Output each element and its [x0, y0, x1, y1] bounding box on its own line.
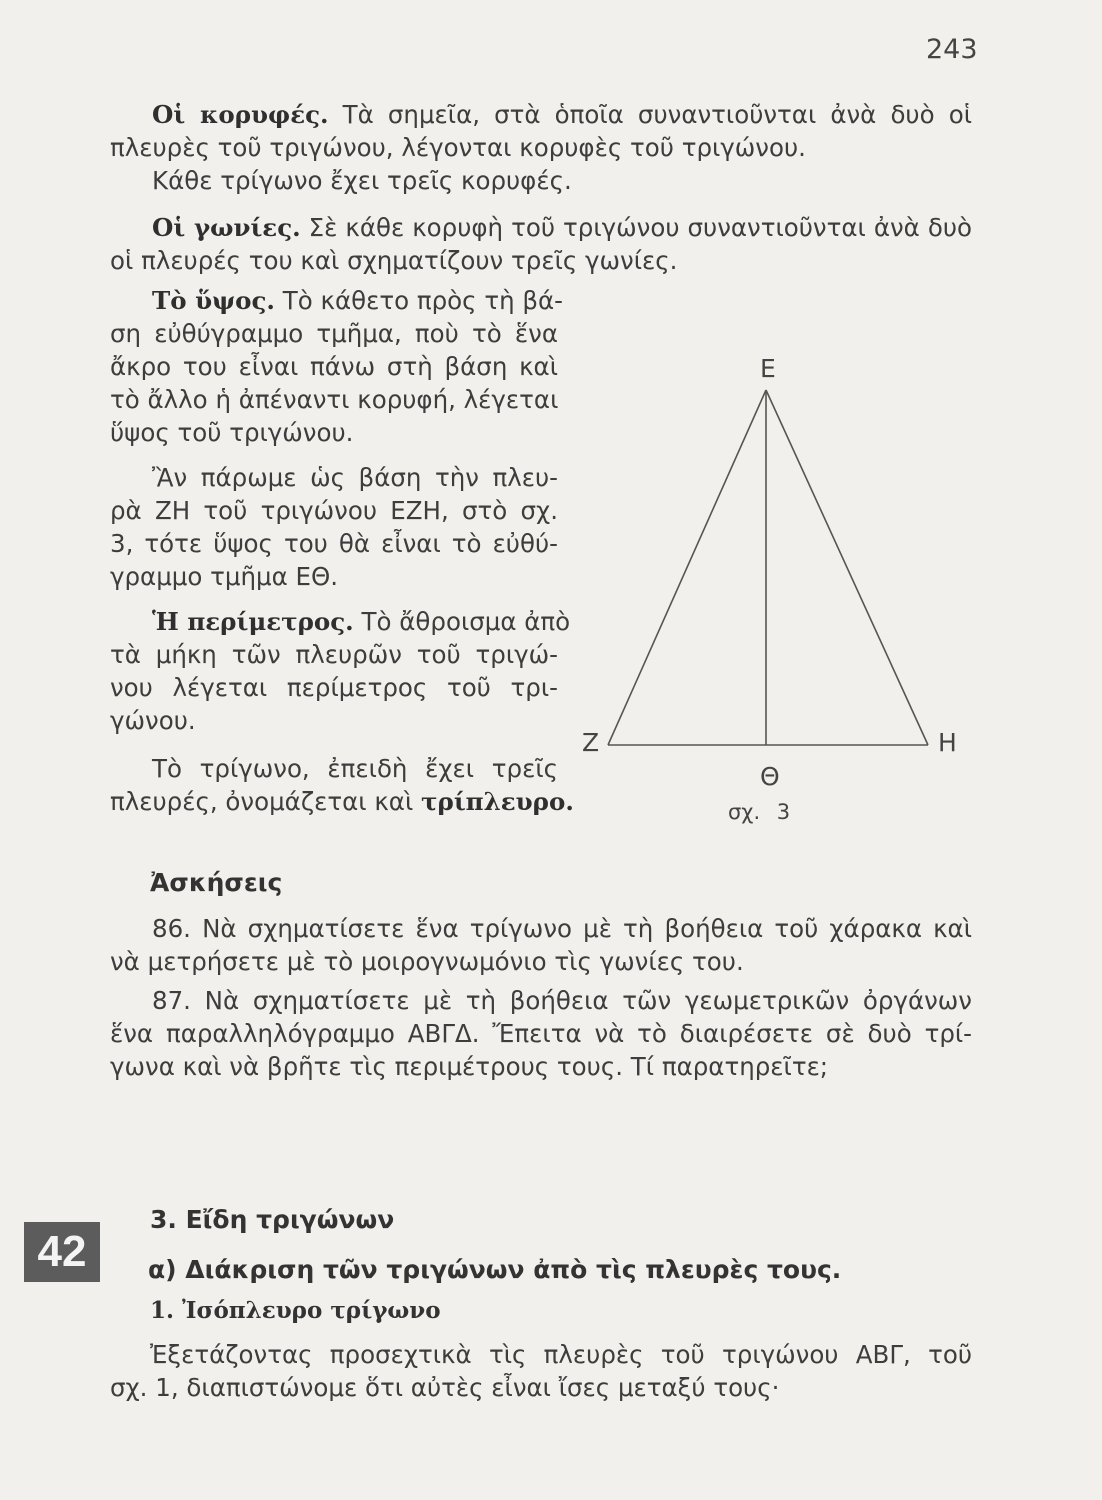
exercises-heading: Ἀσκήσεις: [150, 868, 283, 897]
figure-3: [576, 348, 976, 828]
paragraph-perimeter: [110, 605, 571, 737]
height-line-4: τὸ ἄλλο ἡ ἀπέναντι κορυφή, λέγεται: [110, 385, 559, 414]
trilateral-line-1: Τὸ τρίγωνο, ἐπειδὴ ἔχει τρεῖς: [152, 754, 558, 783]
paragraph-vertices: [110, 98, 972, 197]
vertices-line-1: Τὰ σημεῖα, στὰ ὁποῖα συναντιοῦνται ἀνὰ δυὸ οἱ: [342, 100, 972, 129]
side-EZ: [608, 390, 766, 745]
exercise-87-line-3: γωνα καὶ νὰ βρῆτε τὶς περιμέτρους τους. Τί παρατηρεῖτε;: [110, 1052, 829, 1081]
section-title: 3. Εἴδη τριγώνων: [150, 1205, 395, 1234]
perimeter-line-4: γώνου.: [110, 706, 196, 735]
perimeter-line-1: Τὸ ἄθροισμα ἀπὸ: [361, 607, 571, 636]
figure-caption: σχ. 3: [728, 800, 791, 824]
paragraph-angles: [110, 211, 972, 277]
angles-line-1: Σὲ κάθε κορυφὴ τοῦ τριγώνου συναντιοῦνται ἀνὰ δυὸ: [308, 213, 972, 242]
label-vertex-e: Ε: [760, 354, 776, 383]
example-line-2: ρὰ ΖΗ τοῦ τριγώνου ΕΖΗ, στὸ σχ.: [110, 496, 558, 525]
side-EH: [766, 390, 928, 745]
angles-line-2: οἱ πλευρές του καὶ σχηματίζουν τρεῖς γωνίες.: [110, 246, 678, 275]
exercise-87-line-1: 87. Νὰ σχηματίσετε μὲ τὴ βοήθεια τῶν γεωμετρικῶν ὀργάνων: [152, 986, 972, 1015]
term-trilateral: τρίπλευρο.: [421, 787, 574, 816]
triangle-diagram: [576, 348, 976, 828]
term-perimeter: Ἡ περίμετρος.: [152, 607, 354, 636]
height-line-5: ὕψος τοῦ τριγώνου.: [110, 418, 354, 447]
label-vertex-h: Η: [938, 728, 957, 757]
label-foot-theta: Θ: [760, 762, 780, 791]
trilateral-line-2: πλευρές, ὀνομάζεται καὶ: [110, 787, 414, 816]
exercise-86-line-1: 86. Νὰ σχηματίσετε ἕνα τρίγωνο μὲ τὴ βοήθεια τοῦ χάρακα καὶ: [152, 914, 972, 943]
perimeter-line-2: τὰ μήκη τῶν πλευρῶν τοῦ τριγώ-: [110, 640, 558, 669]
example-line-3: 3, τότε ὕψος του θὰ εἶναι τὸ εὐθύ-: [110, 529, 558, 558]
height-line-1: Τὸ κάθετο πρὸς τὴ βά-: [282, 286, 564, 315]
term-vertices: Οἱ κορυφές.: [152, 100, 329, 129]
vertices-line-3: Κάθε τρίγωνο ἔχει τρεῖς κορυφές.: [152, 166, 572, 195]
height-line-3: ἄκρο του εἶναι πάνω στὴ βάση καὶ: [110, 352, 558, 381]
lesson-number-badge: 42: [24, 1222, 100, 1282]
paragraph-height: [110, 284, 564, 449]
paragraph-equilateral: [110, 1338, 972, 1404]
example-line-1: Ἂν πάρωμε ὡς βάση τὴν πλευ-: [152, 463, 558, 492]
equilateral-line-2: σχ. 1, διαπιστώνομε ὅτι αὐτὲς εἶναι ἴσες μεταξύ τους·: [110, 1373, 780, 1402]
height-line-2: ση εὐθύγραμμο τμῆμα, ποὺ τὸ ἕνα: [110, 319, 558, 348]
perimeter-line-3: νου λέγεται περίμετρος τοῦ τρι-: [110, 673, 558, 702]
subsection-title: 1. Ἰσόπλευρο τρίγωνο: [150, 1297, 441, 1324]
example-line-4: γραμμο τμῆμα ΕΘ.: [110, 562, 339, 591]
section-subtitle: α) Διάκριση τῶν τριγώνων ἀπὸ τὶς πλευρὲς τους.: [148, 1255, 842, 1284]
term-height: Τὸ ὕψος.: [152, 286, 275, 315]
term-angles: Οἱ γωνίες.: [152, 213, 301, 242]
exercise-87: [110, 984, 972, 1083]
paragraph-trilateral: [110, 752, 574, 818]
page-number: 243: [926, 34, 978, 65]
equilateral-line-1: Ἐξετάζοντας προσεχτικὰ τὶς πλευρὲς τοῦ τριγώνου ΑΒΓ, τοῦ: [150, 1340, 972, 1369]
exercise-86-line-2: νὰ μετρήσετε μὲ τὸ μοιρογνωμόνιο τὶς γωνίες του.: [110, 947, 744, 976]
exercise-86: [110, 912, 972, 978]
exercise-87-line-2: ἕνα παραλληλόγραμμο ΑΒΓΔ. Ἔπειτα νὰ τὸ διαιρέσετε σὲ δυὸ τρί-: [110, 1019, 972, 1048]
label-vertex-z: Ζ: [582, 728, 600, 757]
paragraph-example: [110, 461, 558, 593]
vertices-line-2: πλευρὲς τοῦ τριγώνου, λέγονται κορυφὲς τοῦ τριγώνου.: [110, 133, 806, 162]
